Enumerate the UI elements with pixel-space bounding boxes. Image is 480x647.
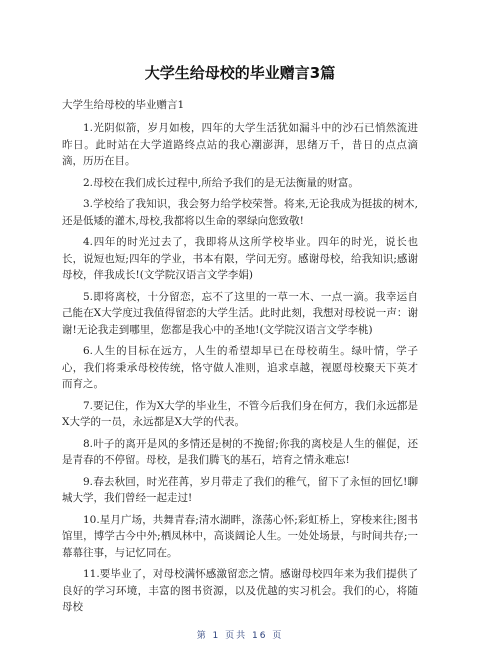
paragraph: 2.母校在我们成长过程中,所给予我们的是无法衡量的财富。 — [83, 176, 359, 189]
paragraph: 9.春去秋回，时光荏苒，岁月带走了我们的稚气，留下了永恒的回忆!聊城大学，我们曾经一起走过! — [62, 475, 418, 504]
paragraph-list — [62, 120, 418, 616]
section-heading: 大学生给母校的毕业赠言1 — [62, 99, 185, 111]
document-title: 大学生给母校的毕业赠言3篇 — [144, 64, 336, 82]
page-number-footer: 第 1 页共 16 页 — [196, 631, 284, 641]
paragraph: 4.四年的时光过去了，我即将从这所学校毕业。四年的时光，说长也长，说短也短;四年的学业，书本有限，学问无穷。感谢母校，给我知识;感谢母校，伴我成长!(文学院汉语言文学李娟) — [62, 236, 418, 281]
paragraph: 5.即将离校，十分留恋，忘不了这里的一草一木、一点一滴。我幸运自己能在X大学度过我值得留恋的大学生活。此时此刻，我想对母校说一声：谢谢!无论我走到哪里，您都是我心中的圣地!(文学院汉语言文学李桃) — [62, 290, 418, 336]
paragraph: 3.学校给了我知识，我会努力给学校荣誉。将来,无论我成为挺拔的树木,还是低矮的灌木,母校,我都将以生命的翠绿向您致敬! — [62, 198, 418, 227]
paragraph: 10.星月广场，共舞青春;清水湖畔，涤荡心怀;彩虹桥上，穿梭来往;图书馆里，博学古今中外;栖凤林中，高谈阔论人生。一处处场景，与时间共存;一幕幕往事，与记忆同在。 — [62, 513, 418, 559]
paragraph: 11.要毕业了，对母校满怀感激留恋之情。感谢母校四年来为我们提供了良好的学习环境，丰富的图书资源，以及优越的实习机会。我们的心，将随母校 — [62, 568, 418, 613]
paragraph: 6.人生的目标在远方，人生的希望却早已在母校萌生。绿叶情，学子心，我们将秉承母校传统，恪守做人准则，追求卓越，视愿母校聚天下英才而育之。 — [62, 345, 418, 390]
paragraph: 1.光阴似箭，岁月如梭，四年的大学生活犹如漏斗中的沙石已悄然流进昨日。此时站在大学道路终点站的我心潮澎湃，思绪万千，昔日的点点滴滴，历历在目。 — [62, 122, 418, 167]
paragraph: 8.叶子的离开是风的多情还是树的不挽留;你我的离校是人生的催促，还是青春的不停留。母校，是我们腾飞的基石，培育之情永难忘! — [62, 437, 418, 466]
paragraph: 7.要记住，作为X大学的毕业生，不管今后我们身在何方，我们永远都是X大学的一员，永远都是X大学的代表。 — [62, 399, 418, 428]
